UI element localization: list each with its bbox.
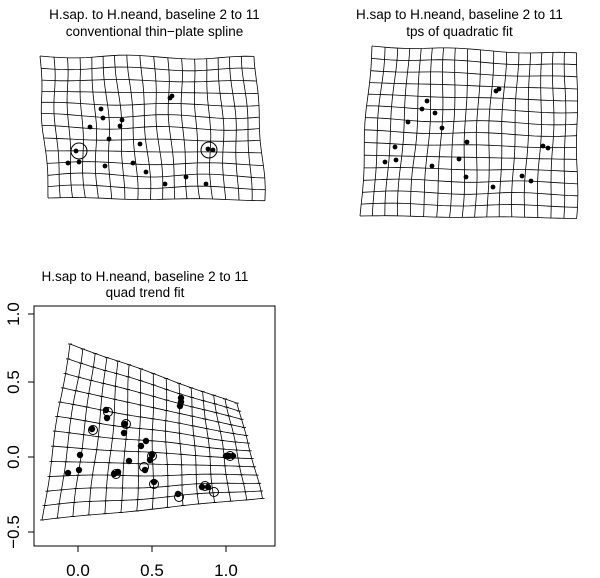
grid-row-line	[364, 179, 578, 184]
landmark-dot	[101, 116, 106, 121]
landmark-dot	[430, 164, 435, 169]
deformation-grid-panel-b	[360, 46, 578, 219]
panel-b-title-line2: tps of quadratic fit	[406, 24, 513, 39]
grid-row-line	[41, 67, 255, 71]
landmark-dot	[143, 438, 149, 444]
grid-column-line	[54, 57, 60, 198]
landmark-dot	[393, 145, 398, 150]
landmark-dot	[118, 124, 123, 129]
landmark-dot	[541, 144, 546, 149]
grid-row-line	[365, 130, 577, 137]
grid-column-line	[218, 58, 226, 200]
grid-column-line	[92, 57, 99, 198]
grid-row-line	[41, 114, 259, 119]
landmark-dot	[77, 160, 82, 165]
landmark-dot	[88, 125, 93, 130]
landmark-dot	[546, 146, 551, 151]
grid-column-line	[551, 52, 554, 218]
x-tick-label: 0.0	[66, 561, 90, 578]
y-tick-label: 0.0	[4, 445, 23, 469]
grid-column-line	[424, 48, 433, 217]
landmark-ring	[210, 488, 219, 497]
landmark-dot	[74, 149, 79, 154]
landmark-dot	[497, 87, 502, 92]
x-tick-label: 0.5	[140, 561, 164, 578]
grid-row-line	[48, 173, 265, 178]
landmark-dot	[520, 174, 525, 179]
landmark-dot	[99, 107, 104, 112]
panel-c-title-line1: H.sap to H.neand, baseline 2 to 11	[41, 269, 249, 284]
y-tick-label: −0.5	[4, 515, 23, 549]
grid-row-line	[48, 198, 265, 201]
panel-a-title-line2: conventional thin−plate spline	[65, 24, 244, 39]
deformation-grid-panel-a	[40, 55, 265, 201]
landmark-dot	[394, 158, 399, 163]
grid-column-line	[437, 48, 444, 217]
grid-column-line	[487, 51, 494, 217]
landmark-dot	[465, 140, 470, 145]
landmark-dot	[211, 148, 216, 153]
panel-c-title-line2: quad trend fit	[105, 285, 185, 300]
grid-column-line	[241, 56, 252, 200]
landmark-dot	[107, 137, 112, 142]
grid-row-line	[42, 80, 257, 82]
panel-a-title-line1: H.sap. to H.neand, baseline 2 to 11	[49, 7, 260, 22]
landmark-dot	[433, 111, 438, 116]
grid-column-line	[166, 378, 168, 507]
grid-row-line	[42, 91, 258, 93]
landmark-dot	[65, 470, 71, 476]
grid-column-line	[538, 53, 542, 218]
landmark-dot	[138, 443, 144, 449]
y-tick-label: 0.5	[4, 370, 23, 394]
grid-column-line	[67, 58, 72, 198]
landmark-dot	[122, 421, 128, 427]
panel-b-title-line1: H.sap to H.neand, baseline 2 to 11	[356, 7, 563, 22]
grid-row-line	[40, 55, 254, 59]
grid-row-line	[363, 191, 578, 196]
grid-column-line	[207, 59, 213, 199]
grid-row-line	[42, 125, 259, 130]
grid-row-line	[372, 46, 577, 53]
panel-c-x-axis	[78, 546, 226, 552]
grid-column-line	[89, 358, 107, 516]
landmark-dot	[76, 467, 82, 473]
landmark-dot	[425, 99, 430, 104]
x-tick-label: 1.0	[214, 561, 238, 578]
landmark-dot	[144, 170, 149, 175]
grid-row-line	[48, 185, 265, 190]
landmark-dot	[120, 118, 125, 123]
grid-column-line	[168, 58, 175, 199]
landmark-dot	[138, 142, 143, 147]
grid-row-line	[44, 138, 260, 141]
landmark-dot	[230, 453, 236, 459]
grid-row-line	[367, 106, 578, 113]
grid-row-line	[368, 94, 577, 101]
landmark-dot	[121, 430, 127, 436]
grid-row-line	[361, 203, 577, 207]
grid-column-line	[57, 349, 82, 518]
grid-row-line	[372, 58, 577, 64]
grid-row-line	[370, 83, 578, 89]
landmark-dot	[170, 94, 175, 99]
landmark-dot	[103, 164, 108, 169]
grid-column-line	[372, 47, 385, 216]
grid-column-line	[564, 52, 566, 218]
grid-column-line	[40, 56, 48, 198]
grid-column-line	[154, 57, 163, 200]
landmark-dot	[126, 458, 132, 464]
grid-column-line	[475, 50, 481, 217]
landmark-dot	[406, 120, 411, 125]
landmark-dot	[66, 161, 71, 166]
grid-row-line	[41, 102, 259, 106]
grid-column-line	[121, 365, 129, 513]
landmark-dot	[440, 126, 445, 131]
landmark-dot	[177, 403, 183, 409]
landmark-dot	[206, 147, 211, 152]
landmark-dot	[184, 175, 189, 180]
grid-row-line	[365, 118, 577, 125]
grid-column-line	[103, 56, 112, 198]
grid-column-line	[360, 46, 372, 216]
landmark-dot	[457, 157, 462, 162]
landmark-dot	[131, 161, 136, 166]
landmark-dot	[204, 182, 209, 187]
grid-row-line	[364, 168, 577, 172]
landmark-dot	[491, 185, 496, 190]
landmark-dot	[77, 452, 83, 458]
grid-column-line	[230, 57, 240, 200]
landmark-dot	[163, 182, 168, 187]
grid-column-line	[576, 53, 578, 219]
landmark-dot	[529, 179, 534, 184]
panel-c-y-axis	[28, 314, 34, 532]
landmark-dot	[464, 175, 469, 180]
deformation-grid-panel-c	[40, 344, 265, 520]
landmark-dot	[420, 107, 425, 112]
grid-row-line	[371, 71, 577, 77]
landmark-dot	[383, 160, 388, 165]
grid-row-line	[360, 216, 577, 219]
grid-column-line	[499, 52, 506, 217]
y-tick-label: 1.0	[4, 302, 23, 326]
